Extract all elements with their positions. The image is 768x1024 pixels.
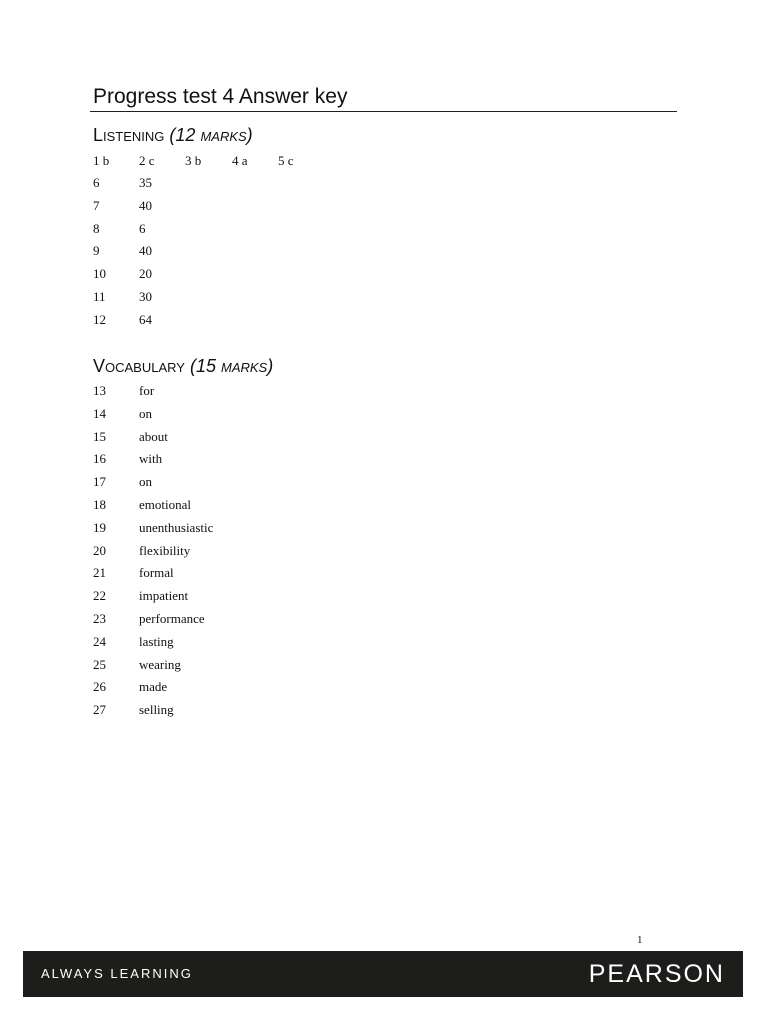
vocabulary-heading-label: Vocabulary: [93, 356, 185, 376]
answer-text: impatient: [139, 588, 189, 604]
answer-text: unenthusiastic: [139, 519, 214, 535]
answer-text: 20: [139, 266, 152, 282]
answer-text: emotional: [139, 496, 191, 512]
answer-text: 30: [139, 288, 152, 304]
multiple-choice-row: [93, 151, 353, 171]
answer-text: 40: [139, 197, 152, 213]
answer-text: with: [139, 451, 163, 467]
question-number: 22: [93, 588, 106, 604]
vocabulary-heading: [93, 355, 273, 377]
pearson-logo: PEARSON: [588, 960, 725, 988]
vocabulary-heading-marks: (15 marks): [189, 356, 274, 376]
footer-bar: [23, 951, 743, 997]
question-number: 14: [93, 405, 106, 421]
question-number: 12: [93, 311, 106, 327]
answer-text: for: [139, 383, 155, 398]
listening-heading-label: Listening: [93, 125, 165, 145]
mc-answer: 1 b: [93, 153, 110, 168]
answer-text: flexibility: [139, 542, 191, 558]
listening-heading: [93, 124, 253, 146]
page-number: 1: [637, 934, 643, 946]
answer-text: 6: [139, 220, 146, 236]
answer-text: on: [139, 474, 152, 490]
answer-text: about: [139, 428, 168, 444]
answer-text: 35: [139, 175, 152, 190]
question-number: 27: [93, 702, 106, 718]
question-number: 6: [93, 175, 100, 190]
question-number: 8: [93, 220, 100, 236]
answer-text: made: [139, 679, 168, 695]
question-number: 17: [93, 474, 106, 490]
title-rule: [90, 111, 677, 112]
question-number: 19: [93, 519, 106, 535]
answer-text: performance: [139, 610, 205, 626]
question-number: 18: [93, 496, 106, 512]
question-number: 21: [93, 565, 106, 581]
page-title: Progress test 4 Answer key: [93, 85, 348, 108]
question-number: 7: [93, 197, 100, 213]
footer-tagline: ALWAYS LEARNING: [41, 966, 193, 981]
answer-text: wearing: [139, 656, 181, 672]
answer-text: on: [139, 405, 152, 421]
answer-text: lasting: [139, 633, 174, 649]
question-number: 10: [93, 266, 106, 282]
mc-answer: 3 b: [185, 153, 202, 168]
question-number: 26: [93, 679, 106, 695]
mc-answer: 2 c: [139, 153, 155, 168]
question-number: 16: [93, 451, 106, 467]
listening-heading-marks: (12 marks): [169, 125, 253, 145]
mc-answer: 4 a: [232, 153, 248, 168]
question-number: 23: [93, 610, 106, 626]
answer-text: formal: [139, 565, 174, 581]
question-number: 9: [93, 243, 100, 259]
mc-answer: 5 c: [278, 153, 294, 168]
question-number: 11: [93, 288, 106, 304]
question-number: 15: [93, 428, 106, 444]
answer-text: 64: [139, 311, 152, 327]
question-number: 20: [93, 542, 106, 558]
answer-text: selling: [139, 702, 174, 718]
answer-text: 40: [139, 243, 152, 259]
question-number: 24: [93, 633, 106, 649]
question-number: 13: [93, 383, 106, 398]
question-number: 25: [93, 656, 106, 672]
